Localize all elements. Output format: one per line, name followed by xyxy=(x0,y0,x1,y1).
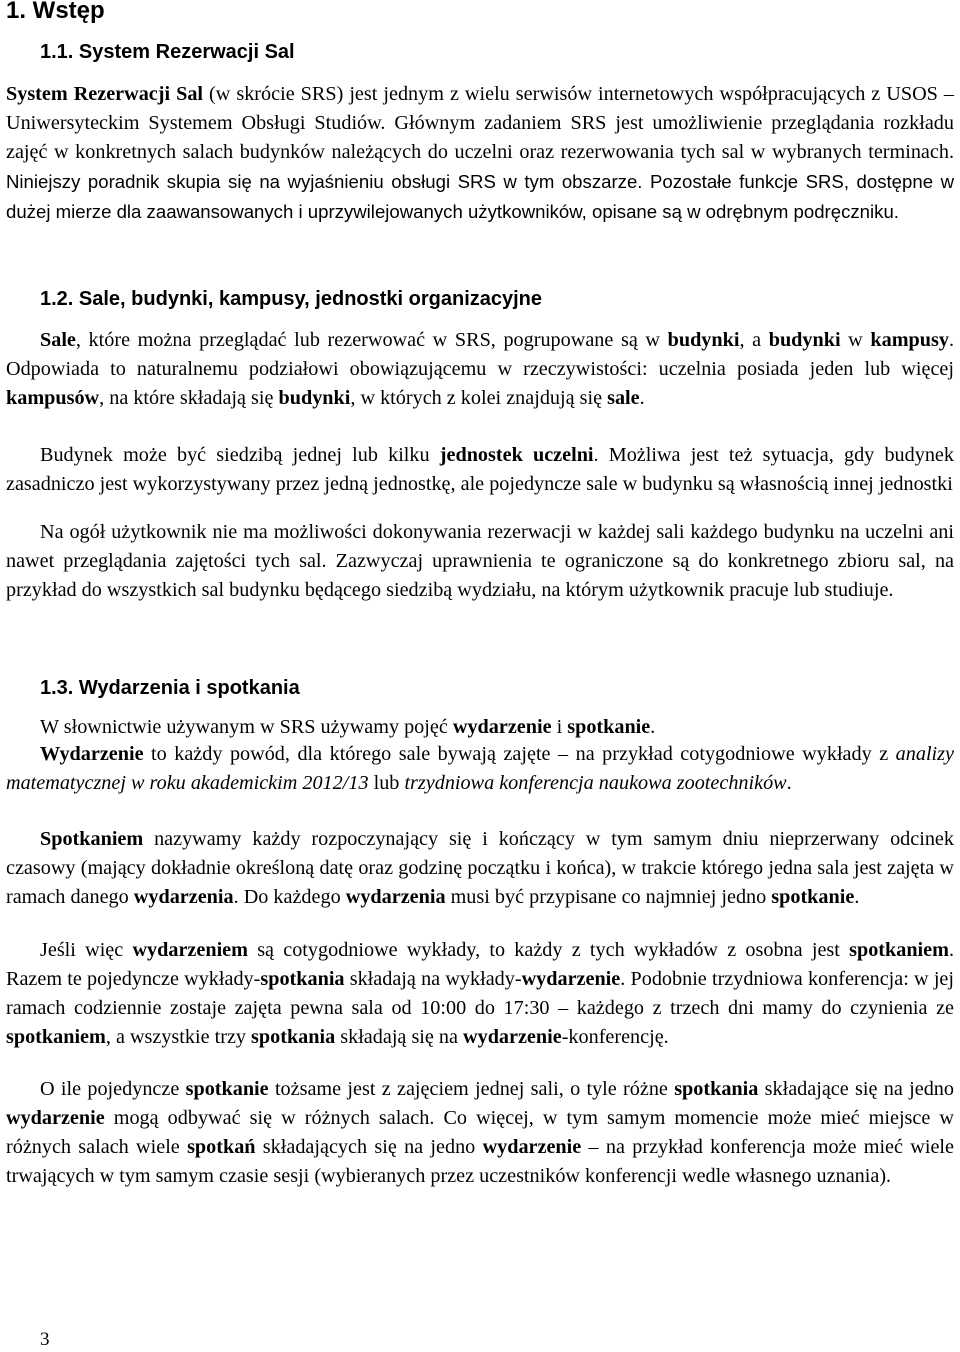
section-heading-1-1: 1.1. System Rezerwacji Sal xyxy=(40,41,295,63)
paragraph-slownictwo xyxy=(6,713,954,742)
bold-term: spotkań xyxy=(187,1136,256,1158)
bold-term: wydarzenia xyxy=(345,886,446,908)
text-run: , a wszystkie trzy xyxy=(105,1026,252,1048)
text-run: są cotygodniowe wykłady, to każdy z tych wykładów z osobna jest xyxy=(247,939,850,961)
text-run: musi być przypisane co najmniej jedno xyxy=(445,886,772,908)
bold-term: budynki xyxy=(768,329,841,351)
bold-term: budynki xyxy=(278,387,351,409)
text-run: . Odpowiada to naturalnemu podziałowi obowiązującemu w rzeczywistości: uczelnia posiada jeden lub więcej xyxy=(6,329,954,380)
text-run: lub xyxy=(368,772,405,794)
bold-term: Spotkaniem xyxy=(40,828,144,850)
bold-term: spotkanie xyxy=(771,886,855,908)
page-number: 3 xyxy=(40,1329,50,1350)
bold-term: kampusy xyxy=(870,329,949,351)
bold-term: Wydarzenie xyxy=(40,743,144,765)
bold-term: spotkaniem xyxy=(849,939,949,961)
bold-term: spotkaniem xyxy=(6,1026,106,1048)
text-run: mogą odbywać się w różnych salach. Co więcej, w tym samym momencie może mieć miejsce w różnych salach wiele xyxy=(6,1107,954,1158)
text-run: . Do każdego xyxy=(233,886,346,908)
text-run: i xyxy=(551,716,568,738)
paragraph-sale-budynki xyxy=(6,326,954,413)
text-run: składające się na jedno xyxy=(758,1078,954,1100)
text-run: to każdy powód, dla którego sale bywają zajęte – na przykład cotygodniowe wykłady z xyxy=(143,743,896,765)
text-run: w xyxy=(840,329,871,351)
text-run: składają na wykłady- xyxy=(344,968,522,990)
text-run: . Podobnie trzydniowa konferencja: w jej ramach codziennie zostaje zajęta pewna sala od 10:00 do 17:30 – każdego z trzech dni mamy do czynienia ze xyxy=(6,968,954,1019)
text-run: W słownictwie używanym w SRS używamy pojęć xyxy=(40,716,453,738)
paragraph-srs-intro xyxy=(6,80,954,227)
bold-term: wydarzenie xyxy=(452,716,552,738)
section-heading-1-3: 1.3. Wydarzenia i spotkania xyxy=(40,677,300,699)
text-run: Na ogół użytkownik nie ma możliwości dokonywania rezerwacji w każdej sali każdego budynku na uczelni ani nawet przeglądania zajętości tych sal. Zazwyczaj uprawnienia te ograniczone są do konkretnego zbioru sal, na przykład do wszystkich sal budynku będącego siedzibą wydziału, na którym użytkownik pracuje lub studiuje. xyxy=(6,521,954,601)
text-run: składają się na xyxy=(335,1026,464,1048)
text-run: (w skrócie SRS) jest jednym z wielu serwisów internetowych współpracujących z USOS – Uniwersyteckim Systemem Obsługi Studiów. Głównym zadaniem SRS jest umożliwienie przeglądania rozkładu zajęć w konkretnych salach budynków należących do uczelni oraz rezerwowania tych sal w wybranych terminach. xyxy=(6,83,954,163)
text-run: , na które składają się xyxy=(99,387,279,409)
bold-term: wydarzenie xyxy=(6,1107,105,1129)
text-run: Jeśli więc xyxy=(40,939,133,961)
bold-term: spotkanie xyxy=(185,1078,269,1100)
bold-term: System Rezerwacji Sal xyxy=(6,83,204,105)
paragraph-przyklady xyxy=(6,936,954,1052)
text-run: tożsame jest z zajęciem jednej sali, o tyle różne xyxy=(268,1078,675,1100)
bold-term: wydarzenie xyxy=(482,1136,582,1158)
text-run: . xyxy=(786,772,792,794)
text-run: składających się na jedno xyxy=(255,1136,483,1158)
bold-term: Sale xyxy=(40,329,76,351)
bold-term: sale xyxy=(607,387,640,409)
text-run: . Możliwa jest też sytuacja, gdy budynek zasadniczo jest wykorzystywany przez jedną jednostkę, ale pojedyncze sale w budynku są własnością innej jednostki xyxy=(6,444,954,495)
bold-term: budynki xyxy=(667,329,740,351)
text-run: nazywamy każdy rozpoczynający się i kończący w tym samym dniu nieprzerwany odcinek czasowy (mający dokładnie określoną datę oraz godzinę początku i końca), w trakcie którego jedna sala jest zajęta w ramach danego xyxy=(6,828,954,908)
text-run: O ile pojedyncze xyxy=(40,1078,186,1100)
text-run: . Razem te pojedyncze wykłady- xyxy=(6,939,954,990)
chapter-heading: 1. Wstęp xyxy=(6,0,105,24)
text-run: , które można przeglądać lub rezerwować w SRS, pogrupowane są w xyxy=(75,329,668,351)
text-run: – na przykład konferencja może mieć wiele trwających w tym samym czasie sesji (wybieranych przez uczestników konferencji wedle własnego uznania). xyxy=(6,1136,954,1187)
text-run: -konferencję. xyxy=(561,1026,669,1048)
bold-term: spotkania xyxy=(674,1078,759,1100)
bold-term: spotkania xyxy=(251,1026,336,1048)
bold-term: wydarzenie xyxy=(463,1026,562,1048)
text-run: Niniejszy poradnik skupia się na wyjaśnieniu obsługi SRS w tym obszarze. Pozostałe funkcje SRS, dostępne w dużej mierze dla zaawansowanych i uprzywilejowanych użytkowników, opisane są w odrębnym podręczniku. xyxy=(6,171,954,222)
paragraph-wydarzenie xyxy=(6,740,954,798)
text-run: . xyxy=(650,716,656,738)
text-run: , a xyxy=(739,329,769,351)
bold-term: wydarzenia xyxy=(133,886,234,908)
bold-term: wydarzeniem xyxy=(132,939,248,961)
bold-term: kampusów xyxy=(6,387,100,409)
text-run: . xyxy=(639,387,645,409)
paragraph-budynek-jednostki xyxy=(6,441,954,499)
text-run: , w których z kolei znajdują się xyxy=(350,387,608,409)
bold-term: spotkanie xyxy=(567,716,651,738)
italic-term: trzydniowa konferencja naukowa zootechników xyxy=(404,772,787,794)
paragraph-spotkanie xyxy=(6,825,954,912)
text-run: Budynek może być siedzibą jednej lub kilku xyxy=(40,444,440,466)
bold-term: jednostek uczelni xyxy=(439,444,594,466)
paragraph-sale-spotkan xyxy=(6,1075,954,1191)
bold-term: wydarzenie xyxy=(521,968,621,990)
italic-term: analizy matematycznej w roku akademickim 2012/13 xyxy=(6,743,954,794)
text-run: . xyxy=(854,886,860,908)
bold-term: spotkania xyxy=(260,968,345,990)
paragraph-uprawnienia xyxy=(6,518,954,605)
section-heading-1-2: 1.2. Sale, budynki, kampusy, jednostki organizacyjne xyxy=(40,288,543,310)
